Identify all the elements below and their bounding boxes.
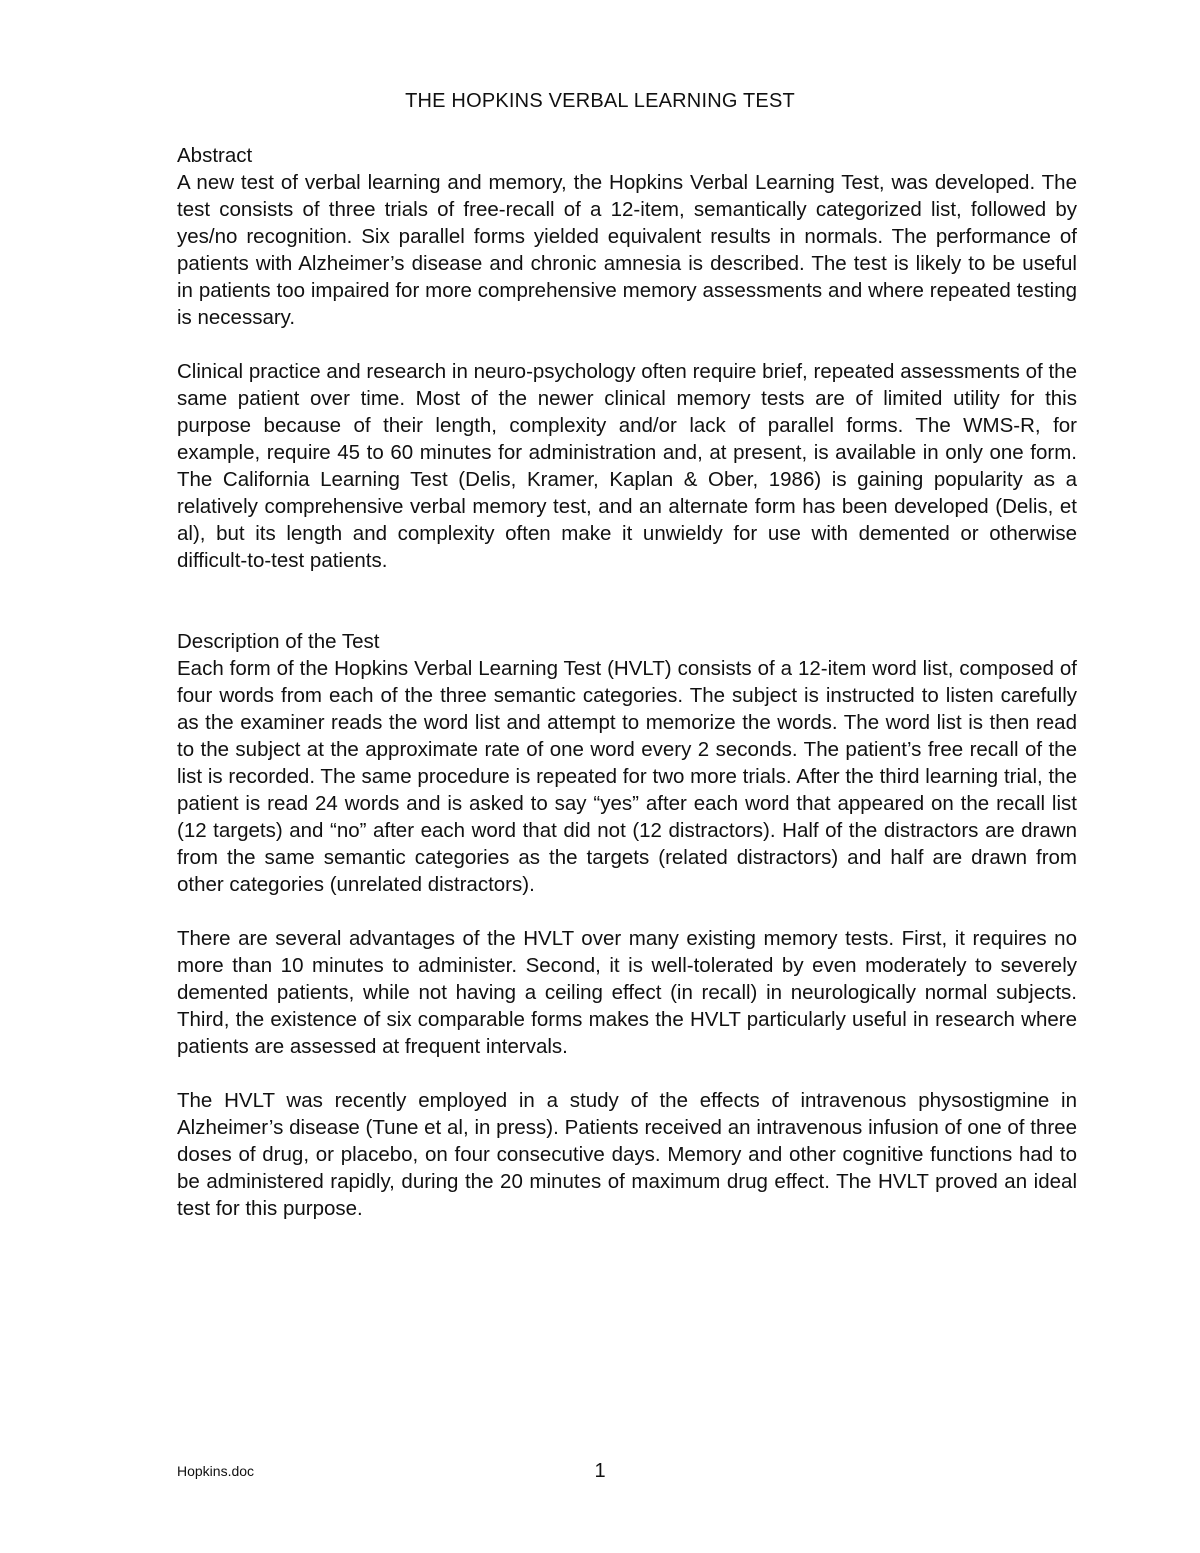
description-paragraph: Each form of the Hopkins Verbal Learning Test (HVLT) consists of a 12-item word list, composed of four words from each of the three semantic categories. The subject is instructed to listen carefully as the examiner reads the word list and attempt to memorize the words. The word list is then read to the subject at the approximate rate of one word every 2 seconds. The patient’s free recall of the list is recorded. The same procedure is repeated for two more trials. After the third learning trial, the patient is read 24 words and is asked to say “yes” after each word that appeared on the recall list (12 targets) and “no” after each word that did not (12 distractors). Half of the distractors are drawn from the same semantic categories as the targets (related distractors) and half are drawn from other categories (unrelated distractors). — [177, 657, 1077, 896]
section-spacer — [177, 574, 1077, 628]
footer-filename: Hopkins.doc — [177, 1463, 255, 1479]
paragraph-spacer — [177, 1060, 1077, 1087]
advantages-paragraph: There are several advantages of the HVLT over many existing memory tests. First, it requires no more than 10 minutes to administer. Second, it is well-tolerated by even moderately to severely demented patients, while not having a ceiling effect (in recall) in neurologically normal subjects. Third, the existence of six comparable forms makes the HVLT particularly useful in research where patients are assessed at frequent intervals. — [177, 927, 1077, 1058]
document-body — [177, 142, 1077, 1222]
paragraph-spacer — [177, 898, 1077, 925]
description-heading: Description of the Test — [177, 630, 380, 653]
study-paragraph: The HVLT was recently employed in a study of the effects of intravenous physostigmine in Alzheimer’s disease (Tune et al, in press). Patients received an intravenous infusion of one of three doses of drug, or placebo, on four consecutive days. Memory and other cognitive functions had to be administered rapidly, during the 20 minutes of maximum drug effect. The HVLT proved an ideal test for this purpose. — [177, 1089, 1077, 1220]
intro-paragraph: Clinical practice and research in neuro-psychology often require brief, repeated assessments of the same patient over time. Most of the newer clinical memory tests are of limited utility for this purpose because of their length, complexity and/or lack of parallel forms. The WMS-R, for example, require 45 to 60 minutes for administration and, at present, is available in only one form. The California Learning Test (Delis, Kramer, Kaplan & Ober, 1986) is gaining popularity as a relatively comprehensive verbal memory test, and an alternate form has been developed (Delis, et al), but its length and complexity often make it unwieldy for use with demented or otherwise difficult-to-test patients. — [177, 360, 1077, 572]
abstract-paragraph: A new test of verbal learning and memory, the Hopkins Verbal Learning Test, was developed. The test consists of three trials of free-recall of a 12-item, semantically categorized list, followed by yes/no recognition. Six parallel forms yielded equivalent results in normals. The performance of patients with Alzheimer’s disease and chronic amnesia is described. The test is likely to be useful in patients too impaired for more comprehensive memory assessments and where repeated testing is necessary. — [177, 171, 1077, 329]
paragraph-spacer — [177, 331, 1077, 358]
footer-page-number: 1 — [594, 1460, 606, 1482]
abstract-heading: Abstract — [177, 144, 253, 167]
document-title: THE HOPKINS VERBAL LEARNING TEST — [405, 90, 795, 112]
